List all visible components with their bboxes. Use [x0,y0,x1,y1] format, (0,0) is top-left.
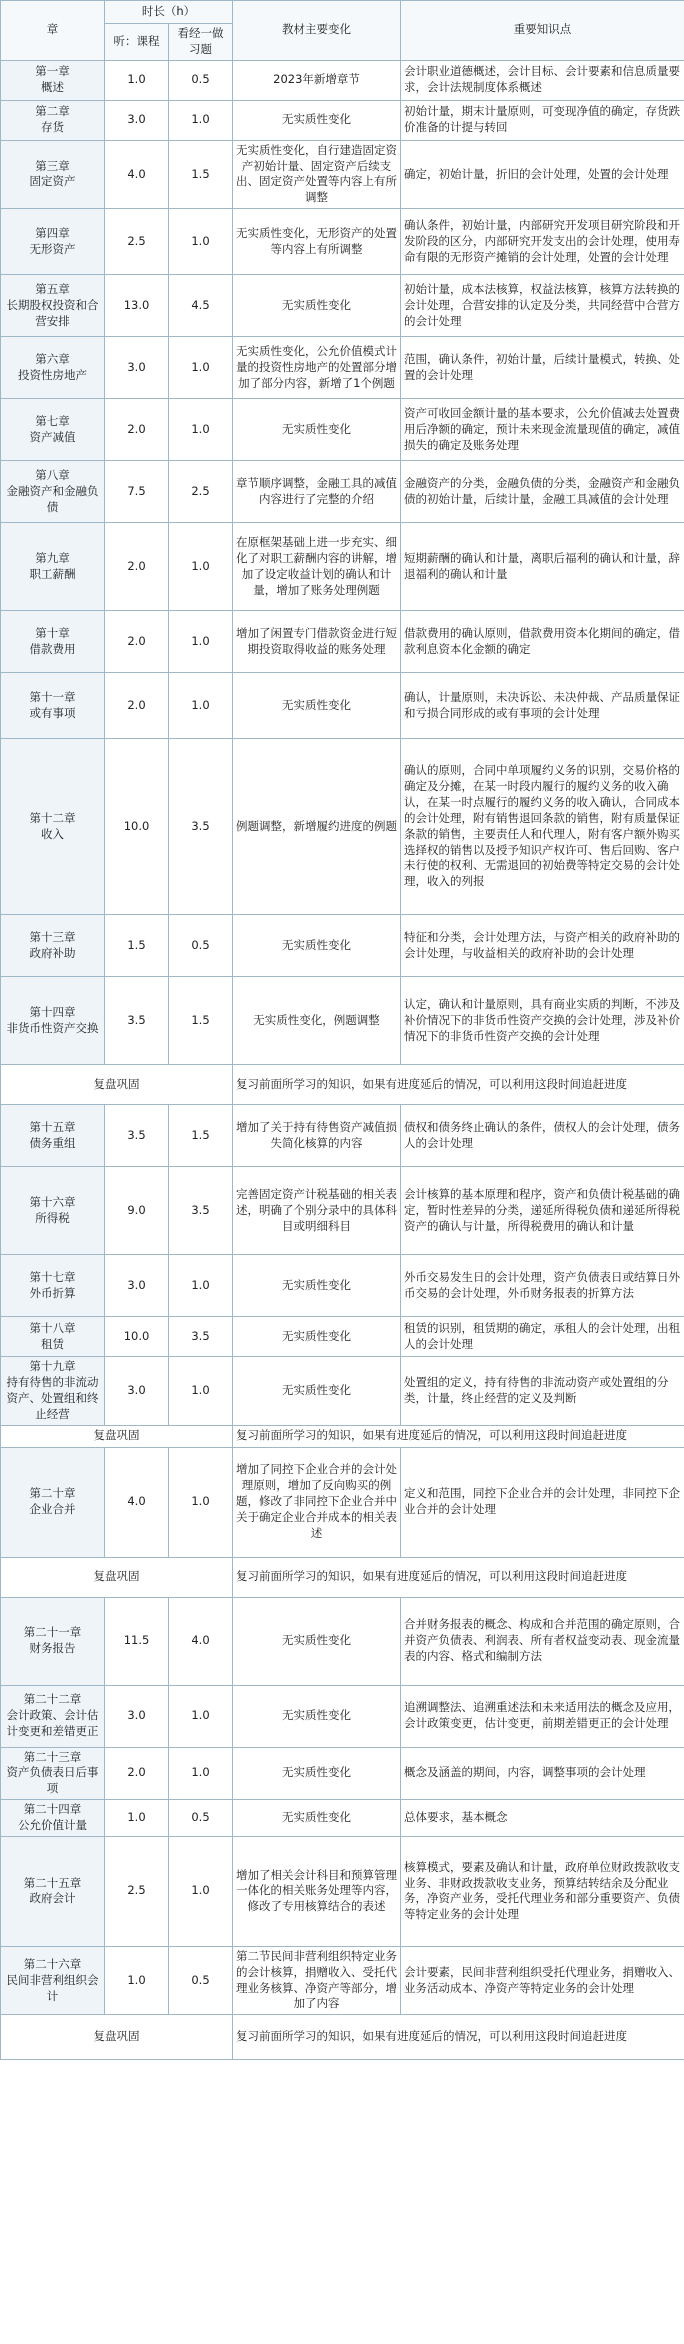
lecture-hours: 10.0 [105,1317,169,1357]
table-row [1,977,684,1065]
textbook-changes: 章节顺序调整，金融工具的减值内容进行了完整的介绍 [233,461,401,523]
chapter-name: 或有事项 [29,705,76,720]
table-row [1,1167,684,1255]
textbook-changes: 无实质性变化，例题调整 [233,977,401,1065]
review-row [1,1425,684,1447]
textbook-changes: 无实质性变化 [233,399,401,461]
chapter-name: 财务报告 [29,1641,76,1656]
table-row [1,1946,684,2014]
key-points: 总体要求，基本概念 [401,1800,684,1837]
table-row [1,337,684,399]
chapter-name: 民间非营利组织会计 [6,1972,99,2003]
chapter-number: 第二十二章 [23,1692,82,1707]
chapter-number: 第七章 [35,413,70,428]
key-points: 会计要素，民间非营利组织受托代理业务，捐赠收入、业务活动成本、净资产等特定业务的会计处理 [401,1946,684,2014]
key-points: 范围，确认条件，初始计量，后续计量模式，转换、处置的会计处理 [401,337,684,399]
chapter-name: 金融资产和金融负债 [6,483,99,514]
practice-hours: 0.5 [169,1800,233,1837]
review-label: 复盘巩固 [1,1065,233,1105]
textbook-changes: 例题调整，新增履约进度的例题 [233,739,401,915]
key-points: 认定，确认和计量原则，具有商业实质的判断，不涉及补价情况下的非货币性资产交换的会计处理，涉及补价情况下的非货币性资产交换的会计处理 [401,977,684,1065]
chapter-number: 第十六章 [29,1194,76,1209]
practice-hours: 1.0 [169,1685,233,1747]
key-points: 借款费用的确认原则，借款费用资本化期间的确定，借款利息资本化金额的确定 [401,611,684,673]
textbook-changes: 在原框架基础上进一步充实、细化了对职工薪酬内容的讲解，增加了设定收益计划的确认和计量，增加了账务处理例题 [233,523,401,611]
review-row [1,2015,684,2060]
practice-hours: 3.5 [169,739,233,915]
chapter-name: 外币折算 [29,1285,76,1300]
practice-hours: 1.0 [169,611,233,673]
review-label: 复盘巩固 [1,2015,233,2060]
textbook-changes: 2023年新增章节 [233,60,401,100]
table-row [1,140,684,208]
table-row [1,1317,684,1357]
chapter-number: 第二十六章 [23,1956,82,1971]
chapter-number: 第十一章 [29,689,76,704]
lecture-hours: 7.5 [105,461,169,523]
chapter-cell [1,915,105,977]
practice-hours: 1.0 [169,337,233,399]
practice-hours: 1.0 [169,399,233,461]
key-points: 债权和债务终止确认的条件，债权人的会计处理，债务人的会计处理 [401,1105,684,1167]
chapter-number: 第五章 [35,281,70,296]
chapter-name: 政府会计 [29,1891,76,1906]
textbook-changes: 无实质性变化 [233,915,401,977]
chapter-name: 会计政策、会计估计变更和差错更正 [6,1708,99,1739]
chapter-cell [1,461,105,523]
review-text: 复习前面所学习的知识，如果有进度延后的情况，可以利用这段时间追赶进度 [233,2015,684,2060]
chapter-number: 第十三章 [29,929,76,944]
key-points: 确认的原则，合同中单项履约义务的识别，交易价格的确定及分摊，在某一时段内履行的履约义务的收入确认，在某一时点履行的履约义务的收入确认，合同成本的会计处理，附有销售退回条款的销售，附有质量保证条款的销售，主要责任人和代理人，附有客户额外购买选择权的销售以及授予知识产权许可、售后回购、客户未行使的权利、无需退回的初始费等特定交易的会计处理，收入的列报 [401,739,684,915]
chapter-number: 第八章 [35,467,70,482]
table-row [1,523,684,611]
practice-hours: 1.0 [169,1747,233,1800]
textbook-changes: 完善固定资产计税基础的相关表述，明确了个别分录中的具体科目或明细科目 [233,1167,401,1255]
chapter-name: 职工薪酬 [29,566,76,581]
key-points: 处置组的定义，持有待售的非流动资产或处置组的分类，计量，终止经营的定义及判断 [401,1357,684,1425]
practice-hours: 4.0 [169,1597,233,1685]
header-duration: 时长（h） [105,1,233,24]
chapter-name: 资产减值 [29,429,76,444]
textbook-changes: 无实质性变化 [233,1317,401,1357]
table-row [1,461,684,523]
practice-hours: 1.0 [169,1255,233,1317]
chapter-name: 长期股权投资和合营安排 [6,297,99,328]
chapter-number: 第十五章 [29,1119,76,1134]
chapter-cell [1,523,105,611]
practice-hours: 1.5 [169,977,233,1065]
chapter-cell [1,1800,105,1837]
chapter-cell [1,1105,105,1167]
table-row [1,1447,684,1557]
lecture-hours: 2.5 [105,1836,169,1946]
header-changes: 教材主要变化 [233,1,401,61]
table-row [1,1685,684,1747]
practice-hours: 1.5 [169,1105,233,1167]
lecture-hours: 3.0 [105,1255,169,1317]
table-row [1,915,684,977]
chapter-number: 第二十章 [29,1486,76,1501]
chapter-number: 第二十五章 [23,1875,82,1890]
key-points: 租赁的识别，租赁期的确定，承租人的会计处理，出租人的会计处理 [401,1317,684,1357]
key-points: 合并财务报表的概念、构成和合并范围的确定原则，合并资产负债表、利润表、所有者权益变动表、现金流量表的内容、格式和编制方法 [401,1597,684,1685]
key-points: 定义和范围，同控下企业合并的会计处理，非同控下企业合并的会计处理 [401,1447,684,1557]
review-text: 复习前面所学习的知识，如果有进度延后的情况，可以利用这段时间追赶进度 [233,1425,684,1447]
practice-hours: 1.0 [169,1447,233,1557]
chapter-cell [1,1747,105,1800]
chapter-name: 存货 [41,120,64,135]
textbook-changes: 无实质性变化，公允价值模式计量的投资性房地产的处置部分增加了部分内容，新增了1个例题 [233,337,401,399]
lecture-hours: 3.0 [105,100,169,140]
lecture-hours: 11.5 [105,1597,169,1685]
chapter-cell [1,209,105,275]
chapter-cell [1,60,105,100]
lecture-hours: 1.0 [105,60,169,100]
textbook-changes: 无实质性变化，自行建造固定资产初始计量、固定资产后续支出、固定资产处置等内容上有所调整 [233,140,401,208]
chapter-number: 第二十一章 [23,1625,82,1640]
chapter-name: 企业合并 [29,1502,76,1517]
lecture-hours: 3.0 [105,1357,169,1425]
textbook-changes: 无实质性变化 [233,1747,401,1800]
lecture-hours: 13.0 [105,275,169,337]
table-row [1,611,684,673]
chapter-name: 公允价值计量 [18,1818,87,1833]
table-row [1,100,684,140]
textbook-changes: 无实质性变化 [233,1357,401,1425]
textbook-changes: 无实质性变化 [233,1800,401,1837]
chapter-cell [1,1317,105,1357]
textbook-changes: 增加了同控下企业合并的会计处理原则，增加了反向购买的例题，修改了非同控下企业合并中关于确定企业合并成本的相关表述 [233,1447,401,1557]
chapter-cell [1,673,105,739]
textbook-changes: 增加了闲置专门借款资金进行短期投资取得收益的账务处理 [233,611,401,673]
key-points: 特征和分类，会计处理方法，与资产相关的政府补助的会计处理，与收益相关的政府补助的会计处理 [401,915,684,977]
lecture-hours: 3.5 [105,1105,169,1167]
practice-hours: 1.0 [169,523,233,611]
chapter-name: 收入 [41,826,64,841]
table-row [1,1105,684,1167]
chapter-name: 政府补助 [29,945,76,960]
header-key-points: 重要知识点 [401,1,684,61]
lecture-hours: 2.0 [105,673,169,739]
key-points: 核算模式，要素及确认和计量，政府单位财政拨款收支业务、非财政拨款收支业务，预算结转结余及分配业务，净资产业务，受托代理业务和部分重要资产、负债等特定业务的会计处理 [401,1836,684,1946]
lecture-hours: 4.0 [105,140,169,208]
chapter-number: 第十九章 [29,1359,76,1374]
key-points: 初始计量，成本法核算，权益法核算，核算方法转换的会计处理，合营安排的认定及分类，共同经营中合营方的会计处理 [401,275,684,337]
header-practice: 看经一做习题 [169,24,233,61]
chapter-name: 借款费用 [29,641,76,656]
lecture-hours: 1.0 [105,1946,169,2014]
table-row [1,739,684,915]
key-points: 追溯调整法、追溯重述法和未来适用法的概念及应用，会计政策变更，估计变更，前期差错更正的会计处理 [401,1685,684,1747]
chapter-name: 资产负债表日后事项 [6,1765,99,1796]
chapter-number: 第十八章 [29,1320,76,1335]
key-points: 会计职业道德概述，会计目标、会计要素和信息质量要求，会计法规制度体系概述 [401,60,684,100]
chapter-number: 第一章 [35,64,70,79]
table-row [1,1597,684,1685]
review-text: 复习前面所学习的知识，如果有进度延后的情况，可以利用这段时间追赶进度 [233,1557,684,1597]
lecture-hours: 4.0 [105,1447,169,1557]
chapter-cell [1,1685,105,1747]
practice-hours: 3.5 [169,1167,233,1255]
practice-hours: 4.5 [169,275,233,337]
chapter-cell [1,275,105,337]
chapter-number: 第十二章 [29,810,76,825]
key-points: 外币交易发生日的会计处理，资产负债表日或结算日外币交易的会计处理，外币财务报表的折算方法 [401,1255,684,1317]
chapter-number: 第二章 [35,104,70,119]
chapter-name: 投资性房地产 [18,367,87,382]
chapter-name: 租赁 [41,1336,64,1351]
textbook-changes: 无实质性变化 [233,100,401,140]
lecture-hours: 2.0 [105,1747,169,1800]
chapter-cell [1,140,105,208]
practice-hours: 0.5 [169,915,233,977]
key-points: 初始计量，期末计量原则，可变现净值的确定，存货跌价准备的计提与转回 [401,100,684,140]
lecture-hours: 1.0 [105,1800,169,1837]
textbook-changes: 增加了相关会计科目和预算管理一体化的相关账务处理等内容，修改了专用核算结合的表述 [233,1836,401,1946]
practice-hours: 1.0 [169,673,233,739]
chapter-number: 第十七章 [29,1269,76,1284]
table-body [1,60,684,2060]
textbook-changes: 无实质性变化 [233,1255,401,1317]
chapter-number: 第九章 [35,550,70,565]
review-label: 复盘巩固 [1,1425,233,1447]
lecture-hours: 2.0 [105,523,169,611]
chapter-number: 第三章 [35,158,70,173]
lecture-hours: 3.5 [105,977,169,1065]
review-row [1,1065,684,1105]
practice-hours: 1.5 [169,140,233,208]
practice-hours: 3.5 [169,1317,233,1357]
textbook-changes: 增加了关于持有待售资产减值损失简化核算的内容 [233,1105,401,1167]
key-points: 确认，计量原则，未决诉讼、未决仲裁、产品质量保证和亏损合同形成的或有事项的会计处理 [401,673,684,739]
practice-hours: 1.0 [169,1836,233,1946]
chapter-cell [1,399,105,461]
chapter-name: 债务重组 [29,1135,76,1150]
review-text: 复习前面所学习的知识，如果有进度延后的情况，可以利用这段时间追赶进度 [233,1065,684,1105]
chapter-cell [1,611,105,673]
chapter-name: 持有待售的非流动资产、处置组和终止经营 [6,1375,99,1421]
key-points: 会计核算的基本原理和程序，资产和负债计税基础的确定，暂时性差异的分类，递延所得税负债和递延所得税资产的确认与计量，所得税费用的确认和计量 [401,1167,684,1255]
lecture-hours: 2.0 [105,611,169,673]
key-points: 资产可收回金额计量的基本要求，公允价值减去处置费用后净额的确定，预计未来现金流量现值的确定，减值损失的确定及账务处理 [401,399,684,461]
chapter-name: 所得税 [35,1210,70,1225]
chapter-cell [1,1597,105,1685]
textbook-changes: 无实质性变化 [233,275,401,337]
chapter-cell [1,1836,105,1946]
chapter-name: 非货币性资产交换 [6,1020,99,1035]
chapter-cell [1,337,105,399]
key-points: 确认条件，初始计量，内部研究开发项目研究阶段和开发阶段的区分，内部研究开发支出的会计处理，使用寿命有限的无形资产摊销的会计处理，处置的会计处理 [401,209,684,275]
table-row [1,1357,684,1425]
textbook-changes: 无实质性变化 [233,1597,401,1685]
textbook-changes: 无实质性变化 [233,673,401,739]
key-points: 短期薪酬的确认和计量，离职后福利的确认和计量，辞退福利的确认和计量 [401,523,684,611]
chapter-number: 第二十四章 [23,1802,82,1817]
chapter-number: 第十四章 [29,1004,76,1019]
chapter-cell [1,1255,105,1317]
table-row [1,399,684,461]
chapter-number: 第六章 [35,351,70,366]
review-label: 复盘巩固 [1,1557,233,1597]
header-chapter: 章 [1,1,105,61]
textbook-changes: 第二节民间非营利组织特定业务的会计核算，捐赠收入、受托代理业务核算、净资产等部分，增加了内容 [233,1946,401,2014]
chapter-name: 概述 [41,80,64,95]
chapter-cell [1,977,105,1065]
table-row [1,1800,684,1837]
lecture-hours: 9.0 [105,1167,169,1255]
lecture-hours: 1.5 [105,915,169,977]
table-row [1,209,684,275]
chapter-name: 无形资产 [29,241,76,256]
header-lecture: 听：课程 [105,24,169,61]
lecture-hours: 10.0 [105,739,169,915]
chapter-cell [1,1447,105,1557]
chapter-cell [1,1167,105,1255]
chapter-number: 第四章 [35,225,70,240]
textbook-changes: 无实质性变化，无形资产的处置等内容上有所调整 [233,209,401,275]
table-row [1,60,684,100]
lecture-hours: 2.5 [105,209,169,275]
table-row [1,673,684,739]
chapter-cell [1,100,105,140]
lecture-hours: 2.0 [105,399,169,461]
chapter-number: 第十章 [35,625,70,640]
review-row [1,1557,684,1597]
practice-hours: 2.5 [169,461,233,523]
key-points: 确定，初始计量，折旧的会计处理，处置的会计处理 [401,140,684,208]
chapter-cell [1,739,105,915]
key-points: 金融资产的分类，金融负债的分类，金融资产和金融负债的初始计量，后续计量，金融工具减值的会计处理 [401,461,684,523]
practice-hours: 0.5 [169,60,233,100]
chapter-name: 固定资产 [29,174,76,189]
table-row [1,1747,684,1800]
table-row [1,1836,684,1946]
practice-hours: 1.0 [169,209,233,275]
table-row [1,1255,684,1317]
chapter-cell [1,1357,105,1425]
chapter-cell [1,1946,105,2014]
key-points: 概念及涵盖的期间，内容，调整事项的会计处理 [401,1747,684,1800]
lecture-hours: 3.0 [105,1685,169,1747]
lecture-hours: 3.0 [105,337,169,399]
textbook-changes: 无实质性变化 [233,1685,401,1747]
chapter-number: 第二十三章 [23,1749,82,1764]
table-row [1,275,684,337]
practice-hours: 1.0 [169,100,233,140]
practice-hours: 1.0 [169,1357,233,1425]
practice-hours: 0.5 [169,1946,233,2014]
